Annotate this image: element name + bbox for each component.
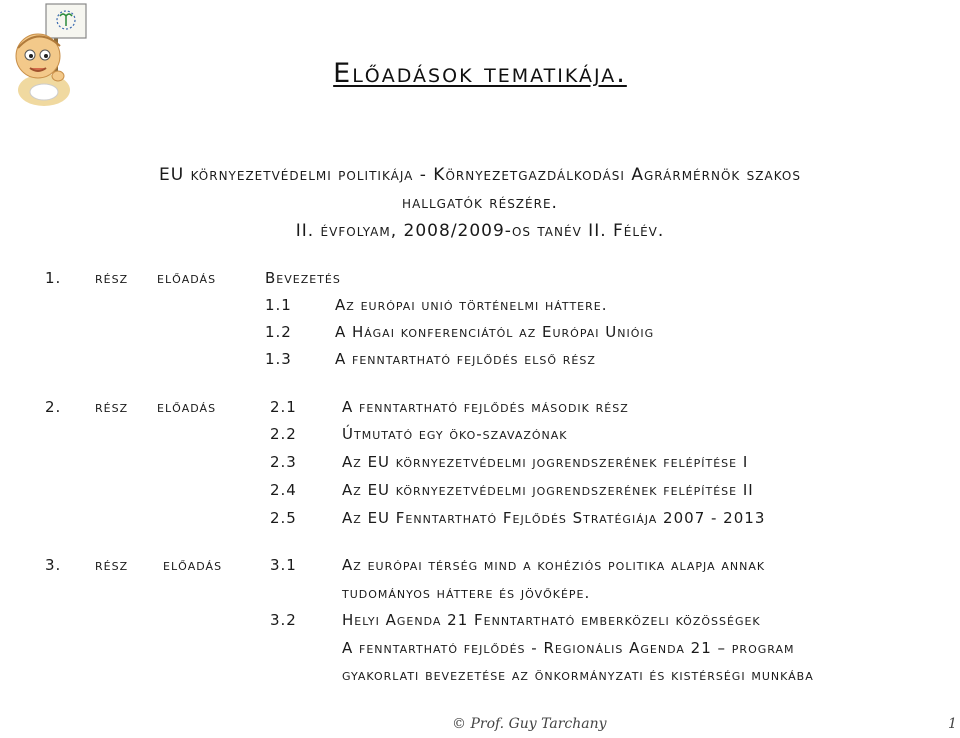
baby-with-eu-flag-sign-icon xyxy=(8,0,88,110)
item-title: A fenntartható fejlődés második rész xyxy=(342,398,629,416)
section-lecture-label: előadás xyxy=(157,269,217,287)
item-number: 2.2 xyxy=(270,425,297,443)
item-title-continuation: A fenntartható fejlődés - Regionális Agenda 21 – program xyxy=(342,639,795,657)
item-number: 3.2 xyxy=(270,611,297,629)
item-title: Az EU környezetvédelmi jogrendszerének felépítése I xyxy=(342,453,749,471)
item-title-continuation: gyakorlati bevezetése az önkormányzati és kistérségi munkába xyxy=(342,666,814,684)
item-number: 2.1 xyxy=(270,398,297,416)
item-number: 1.1 xyxy=(265,296,292,314)
course-subtitle-line-2: hallgatók részére. xyxy=(402,193,558,213)
section-number: 1. xyxy=(45,269,62,287)
course-subtitle-line-3: II. évfolyam, 2008/2009-os tanév II. Félév. xyxy=(295,221,665,241)
section-lecture-label: előadás xyxy=(157,398,217,416)
item-title: Az EU Fenntartható Fejlődés Stratégiája 2007 - 2013 xyxy=(342,509,766,527)
item-title: Az európai térség mind a kohéziós politika alapja annak xyxy=(342,556,766,574)
page-title: Előadások tematikája. xyxy=(333,58,627,89)
item-number: 2.3 xyxy=(270,453,297,471)
section-lecture-label: előadás xyxy=(163,556,223,574)
item-title: Az európai unió történelmi háttere. xyxy=(335,296,608,314)
section-part-label: rész xyxy=(95,398,129,416)
item-number: 2.4 xyxy=(270,481,297,499)
section-heading: Bevezetés xyxy=(265,269,341,287)
section-part-label: rész xyxy=(95,269,129,287)
item-number: 3.1 xyxy=(270,556,297,574)
item-title: A Hágai konferenciától az Európai Unióig xyxy=(335,323,655,341)
section-number: 2. xyxy=(45,398,62,416)
item-number: 2.5 xyxy=(270,509,297,527)
item-number: 1.2 xyxy=(265,323,292,341)
item-number: 1.3 xyxy=(265,350,292,368)
item-title: Az EU környezetvédelmi jogrendszerének felépítése II xyxy=(342,481,754,499)
copyright-footer: © Prof. Guy Tarchany xyxy=(452,716,607,732)
course-subtitle-line-1: EU környezetvédelmi politikája - Környezetgazdálkodási Agrármérnök szakos xyxy=(158,165,801,185)
item-title: Útmutató egy öko-szavazónak xyxy=(342,425,568,443)
item-title: Helyi Agenda 21 Fenntartható emberközeli közösségek xyxy=(342,611,761,629)
section-number: 3. xyxy=(45,556,62,574)
section-part-label: rész xyxy=(95,556,129,574)
item-title: A fenntartható fejlődés első rész xyxy=(335,350,596,368)
item-title-continuation: tudományos háttere és jövőképe. xyxy=(342,584,591,602)
page-number: 1 xyxy=(948,716,957,732)
